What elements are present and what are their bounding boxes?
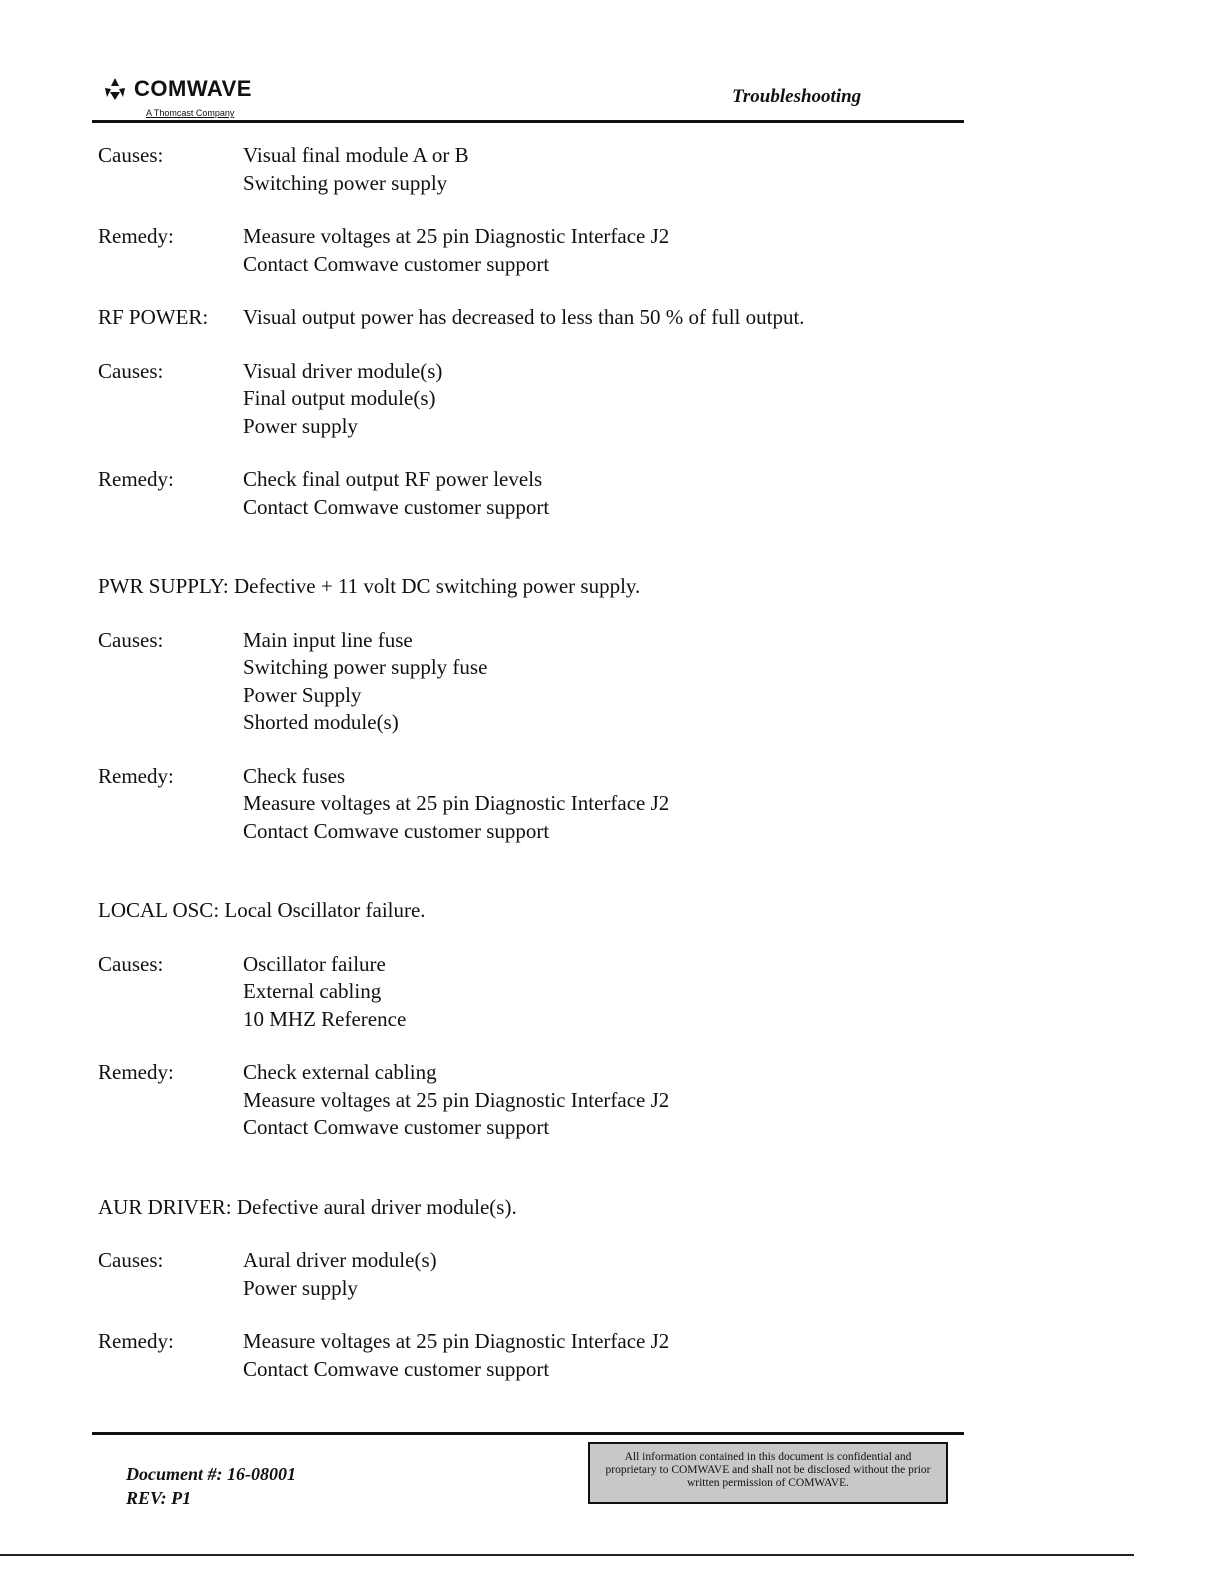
document-info [126, 1462, 296, 1510]
entry-item: Power Supply [243, 682, 362, 707]
entry-item: Aural driver module(s) [243, 1248, 437, 1272]
entry-item: Visual final module A or B [243, 143, 469, 167]
comwave-logo [102, 76, 252, 102]
entry-item: External cabling [243, 979, 382, 1003]
fault-heading: LOCAL OSC: Local Oscillator failure. [98, 898, 426, 922]
entry-item: Power supply [243, 413, 358, 438]
section-title: Troubleshooting [732, 86, 862, 107]
entry-item: Check external cabling [243, 1060, 437, 1084]
entry-item: Switching power supply [243, 170, 448, 195]
entry-item: Check fuses [243, 763, 346, 788]
entry-items [243, 466, 958, 521]
document-number: Document #: 16-08001 [126, 1464, 296, 1484]
entry-item: Measure voltages at 25 pin Diagnostic Interface J2 [243, 1329, 670, 1353]
fault-heading: AUR DRIVER: Defective aural driver module(s). [98, 1194, 517, 1219]
entry-items [243, 1328, 958, 1383]
entry-item: Visual driver module(s) [243, 358, 443, 383]
entry-item: Switching power supply fuse [243, 655, 488, 679]
entry-label: Causes: [98, 951, 164, 976]
entry-label: Remedy: [98, 1329, 174, 1353]
brand-tagline: A Thomcast Company [146, 108, 235, 118]
comwave-logo-icon [102, 76, 128, 102]
entry-item: Contact Comwave customer support [243, 818, 550, 843]
troubleshoot-entry [98, 304, 958, 332]
entry-label: Causes: [98, 627, 164, 652]
troubleshoot-entry [98, 951, 958, 1034]
entry-item: Check final output RF power levels [243, 467, 543, 491]
troubleshooting-content [98, 142, 958, 1383]
troubleshoot-entry [98, 142, 958, 197]
troubleshoot-entry [98, 763, 958, 846]
entry-item: Measure voltages at 25 pin Diagnostic Interface J2 [243, 224, 670, 248]
entry-items [243, 304, 958, 332]
entry-items [243, 358, 958, 441]
entry-item: Contact Comwave customer support [243, 1115, 550, 1139]
entry-item: 10 MHZ Reference [243, 1006, 407, 1031]
entry-items [243, 142, 958, 197]
confidentiality-notice: All information contained in this document is confidential and proprietary to COMWAVE and shall not be disclosed without the prior written permission of COMWAVE. [588, 1442, 948, 1504]
entry-label: Remedy: [98, 1060, 174, 1084]
entry-item: Main input line fuse [243, 627, 413, 652]
entry-items [243, 1059, 958, 1142]
entry-label: Causes: [98, 143, 164, 167]
footer-divider [92, 1432, 964, 1435]
entry-label: Causes: [98, 358, 164, 383]
entry-item: Shorted module(s) [243, 710, 399, 734]
page-bottom-rule [0, 1554, 1134, 1556]
entry-label: Causes: [98, 1248, 164, 1272]
entry-label: Remedy: [98, 467, 174, 491]
entry-item: Final output module(s) [243, 386, 436, 410]
troubleshoot-entry [98, 627, 958, 737]
entry-item: Contact Comwave customer support [243, 494, 550, 519]
troubleshoot-entry [98, 466, 958, 521]
entry-item: Measure voltages at 25 pin Diagnostic Interface J2 [243, 791, 670, 815]
entry-item: Oscillator failure [243, 951, 386, 976]
entry-items [243, 223, 958, 278]
entry-item: Contact Comwave customer support [243, 1356, 550, 1381]
troubleshoot-entry [98, 223, 958, 278]
entry-label: RF POWER: [98, 305, 209, 329]
entry-items [243, 763, 958, 846]
entry-items [243, 951, 958, 1034]
page-header [92, 72, 964, 124]
brand-name: COMWAVE [134, 76, 252, 101]
fault-heading: PWR SUPPLY: Defective + 11 volt DC switching power supply. [98, 574, 641, 598]
entry-item: Measure voltages at 25 pin Diagnostic Interface J2 [243, 1087, 670, 1112]
troubleshoot-entry [98, 1247, 958, 1302]
document-revision: REV: P1 [126, 1488, 192, 1508]
entry-items [243, 1247, 958, 1302]
entry-items [243, 627, 958, 737]
entry-item: Contact Comwave customer support [243, 251, 550, 276]
troubleshoot-entry [98, 1059, 958, 1142]
entry-label: Remedy: [98, 224, 174, 248]
entry-label: Remedy: [98, 763, 174, 788]
header-divider [92, 120, 964, 123]
entry-item: Visual output power has decreased to less than 50 % of full output. [243, 305, 805, 329]
troubleshoot-entry [98, 1328, 958, 1383]
troubleshoot-entry [98, 358, 958, 441]
entry-item: Power supply [243, 1275, 358, 1300]
